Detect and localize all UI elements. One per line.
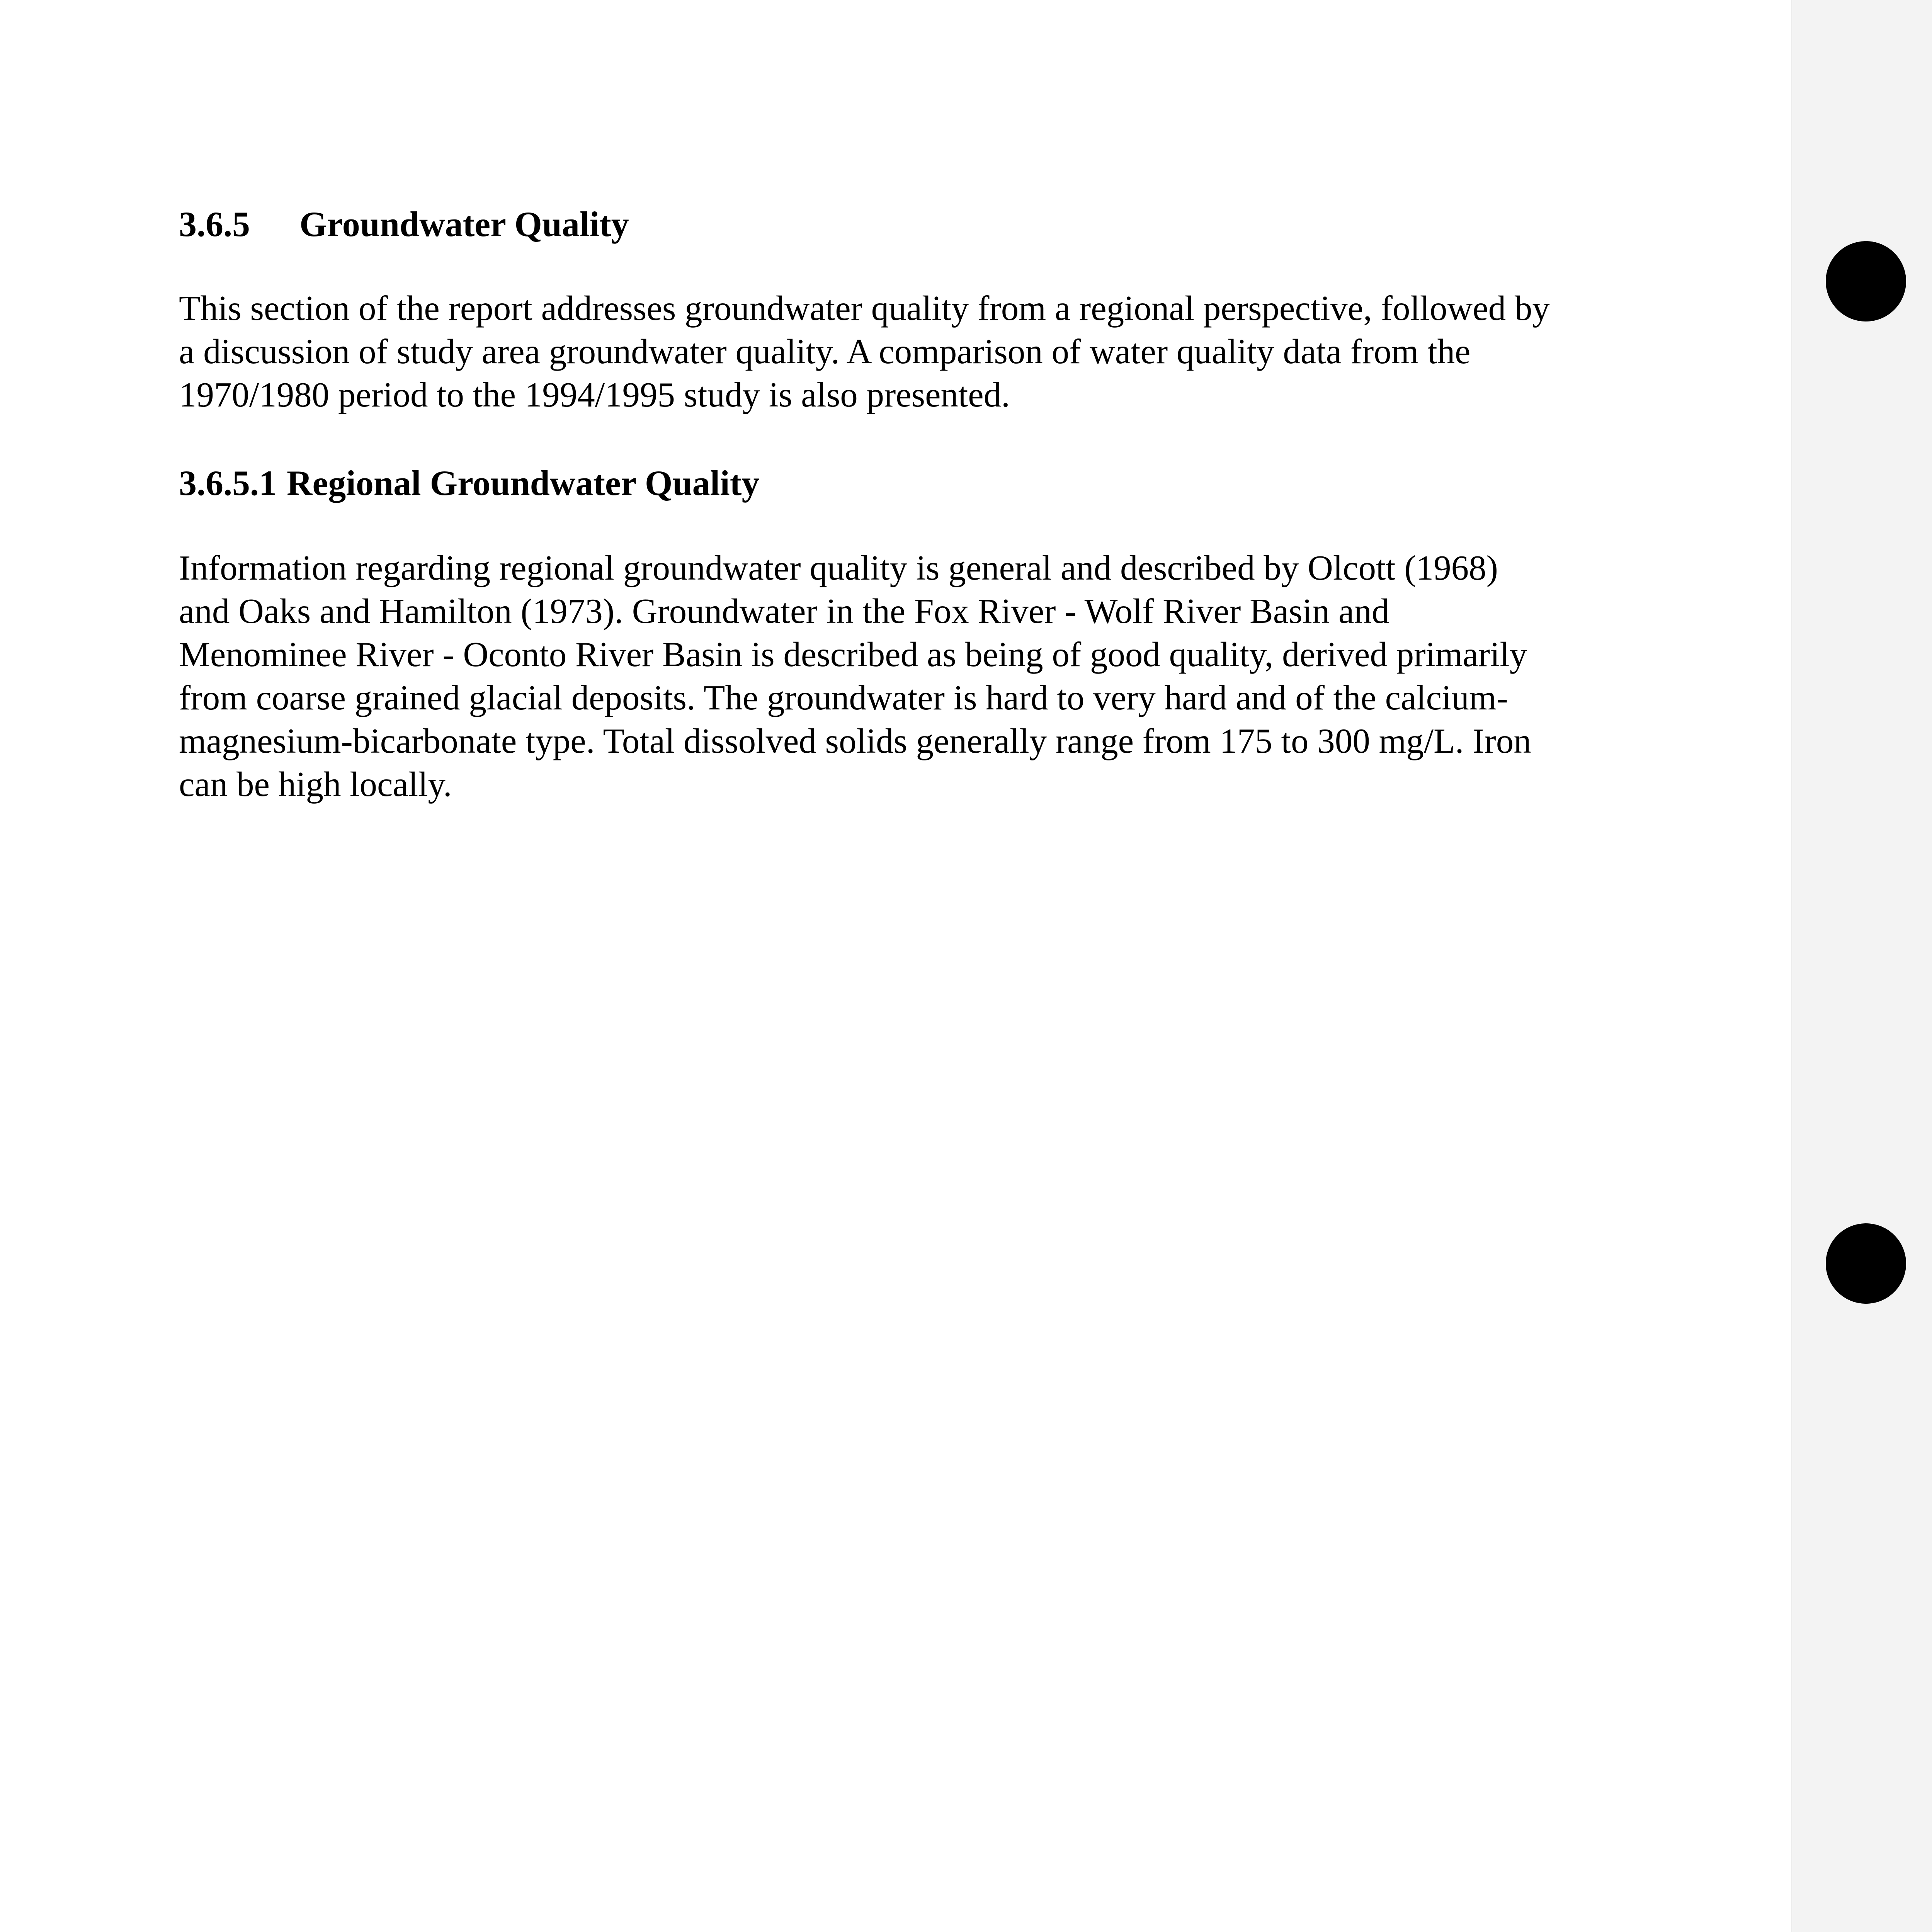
paragraph-line: magnesium-bicarbonate type. Total dissolved solids generally range from 175 to 300 mg/L. Iron: [179, 721, 1531, 760]
paragraph-line: This section of the report addresses groundwater quality from a regional perspective, followed by: [179, 289, 1550, 328]
binder-hole-middle: [1826, 1223, 1906, 1304]
subsection-body-paragraph: [179, 546, 1709, 806]
paragraph-line: a discussion of study area groundwater quality. A comparison of water quality data from the: [179, 332, 1471, 371]
binder-hole-top: [1826, 241, 1906, 321]
subsection-heading: [179, 460, 1709, 506]
section-heading: [179, 201, 1709, 247]
section-intro-paragraph: [179, 287, 1709, 417]
paragraph-line: from coarse grained glacial deposits. The groundwater is hard to very hard and of the calcium-: [179, 678, 1508, 717]
paragraph-line: Menominee River - Oconto River Basin is described as being of good quality, derived primarily: [179, 635, 1527, 674]
paragraph-line: Information regarding regional groundwater quality is general and described by Olcott (1968): [179, 548, 1498, 587]
subsection-number: 3.6.5.1: [179, 463, 277, 503]
section-title: Groundwater Quality: [299, 204, 629, 244]
paragraph-line: 1970/1980 period to the 1994/1995 study is also presented.: [179, 375, 1010, 414]
document-body: [179, 201, 1709, 806]
subsection-title: Regional Groundwater Quality: [287, 463, 760, 503]
paragraph-line: and Oaks and Hamilton (1973). Groundwater in the Fox River - Wolf River Basin and: [179, 592, 1389, 631]
section-number: 3.6.5: [179, 204, 250, 244]
paragraph-line: can be high locally.: [179, 765, 452, 804]
